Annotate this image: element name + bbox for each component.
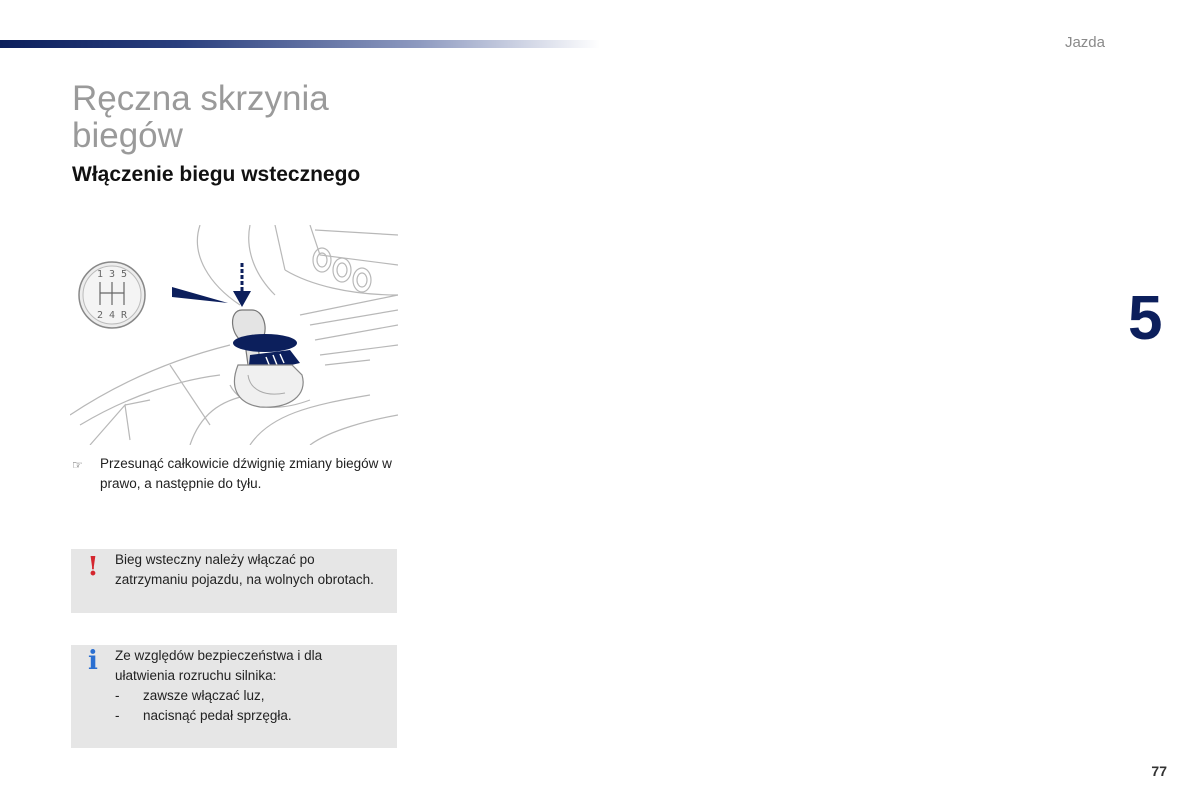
instruction-step xyxy=(72,454,392,494)
info-icon: i xyxy=(88,646,98,676)
section-subtitle: Włączenie biegu wstecznego xyxy=(72,163,361,186)
gear-shift-illustration xyxy=(70,225,398,445)
gear-pattern-top: 1 3 5 xyxy=(96,269,128,280)
info-list-item: - nacisnąć pedał sprzęgła. xyxy=(115,708,292,723)
section-label: Jazda xyxy=(1064,34,1105,51)
info-intro: Ze względów bezpieczeństwa i dla ułatwienia rozruchu silnika: xyxy=(115,648,323,683)
warning-callout xyxy=(71,549,397,613)
instruction-text: Przesunąć całkowicie dźwignię zmiany biegów w prawo, a następnie do tyłu. xyxy=(100,456,392,491)
info-callout xyxy=(71,645,397,748)
exclamation-icon: ! xyxy=(87,552,99,582)
page-title: Ręczna skrzynia biegów xyxy=(72,79,329,155)
gear-pattern-bottom: 2 4 R xyxy=(96,310,128,321)
info-list-item: - zawsze włączać luz, xyxy=(115,688,265,703)
chapter-number: 5 xyxy=(1128,284,1163,353)
pointing-hand-icon: ☞ xyxy=(72,458,83,472)
page-number: 77 xyxy=(1151,763,1167,779)
header-accent-bar xyxy=(0,40,600,48)
warning-text: Bieg wsteczny należy włączać po zatrzymaniu pojazdu, na wolnych obrotach. xyxy=(115,552,374,587)
